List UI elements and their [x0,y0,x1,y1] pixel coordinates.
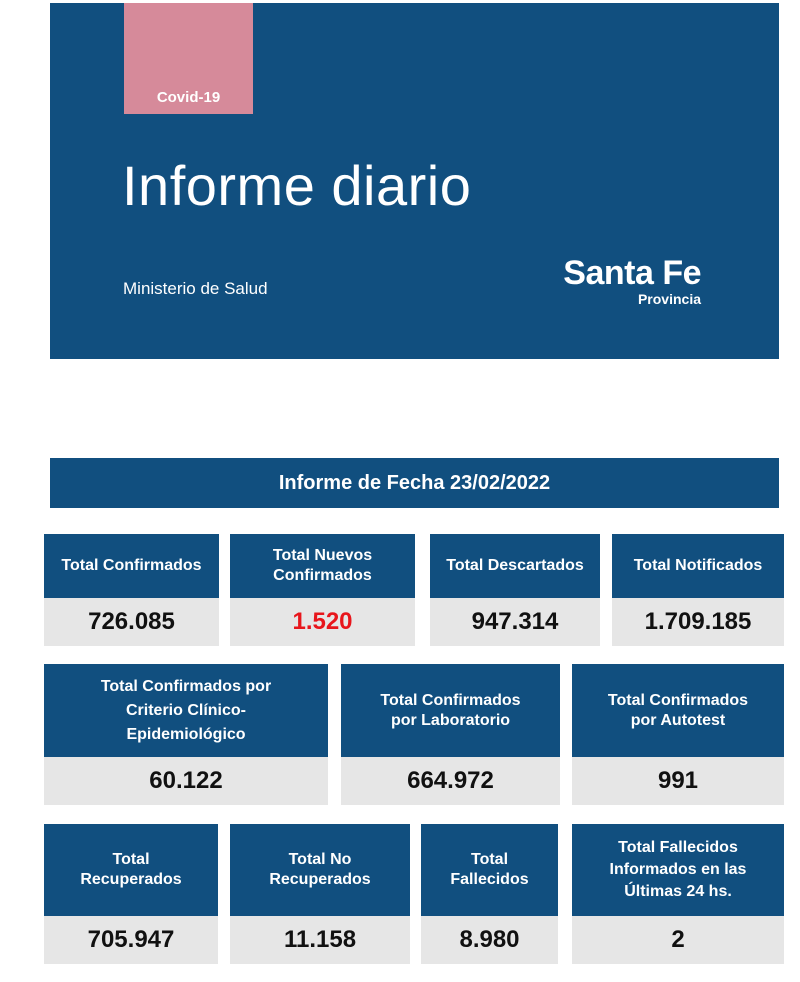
stat-value: 2 [572,916,784,964]
stat-value: 947.314 [430,598,600,646]
stat-label: Total Confirmados por Laboratorio [341,664,560,757]
stat-card-total-no-recuperados [230,824,410,964]
stat-card-total-nuevos-confirmados [230,534,415,646]
stat-value: 1.709.185 [612,598,784,646]
ministry-label: Ministerio de Salud [123,279,268,298]
stat-card-fallecidos-ultimas-24hs [572,824,784,964]
stat-label: Total Fallecidos [421,824,558,916]
santa-fe-logo [563,255,701,307]
stat-value: 991 [572,757,784,805]
stat-value: 8.980 [421,916,558,964]
stat-card-confirmados-autotest [572,664,784,805]
stat-value: 726.085 [44,598,219,646]
stat-card-total-recuperados [44,824,218,964]
stat-label: Total Notificados [612,534,784,598]
brand-subtitle: Provincia [637,291,701,307]
stat-value: 1.520 [230,598,415,646]
stat-value: 11.158 [230,916,410,964]
stat-card-confirmados-laboratorio [341,664,560,805]
stat-label: Total Confirmados por Criterio Clínico-Epidemiológico [44,664,328,757]
stat-label: Total Confirmados por Autotest [572,664,784,757]
brand-name: Santa Fe [563,254,701,292]
stat-value: 60.122 [44,757,328,805]
stat-card-total-notificados [612,534,784,646]
stat-label: Total Confirmados [44,534,219,598]
stat-label: Total Nuevos Confirmados [230,534,415,598]
stat-label: Total Recuperados [44,824,218,916]
stat-card-total-fallecidos [421,824,558,964]
stat-value: 705.947 [44,916,218,964]
stat-value: 664.972 [341,757,560,805]
stat-label: Total Descartados [430,534,600,598]
stat-card-total-confirmados [44,534,219,646]
page-title: Informe diario [122,154,472,217]
stat-card-confirmados-criterio-clinico [44,664,328,805]
report-date-bar: Informe de Fecha 23/02/2022 [50,458,779,508]
covid-tag: Covid-19 [124,3,253,114]
stat-label: Total No Recuperados [230,824,410,916]
header-banner [50,3,779,359]
stat-card-total-descartados [430,534,600,646]
stat-label: Total Fallecidos Informados en las Últimas 24 hs. [572,824,784,916]
